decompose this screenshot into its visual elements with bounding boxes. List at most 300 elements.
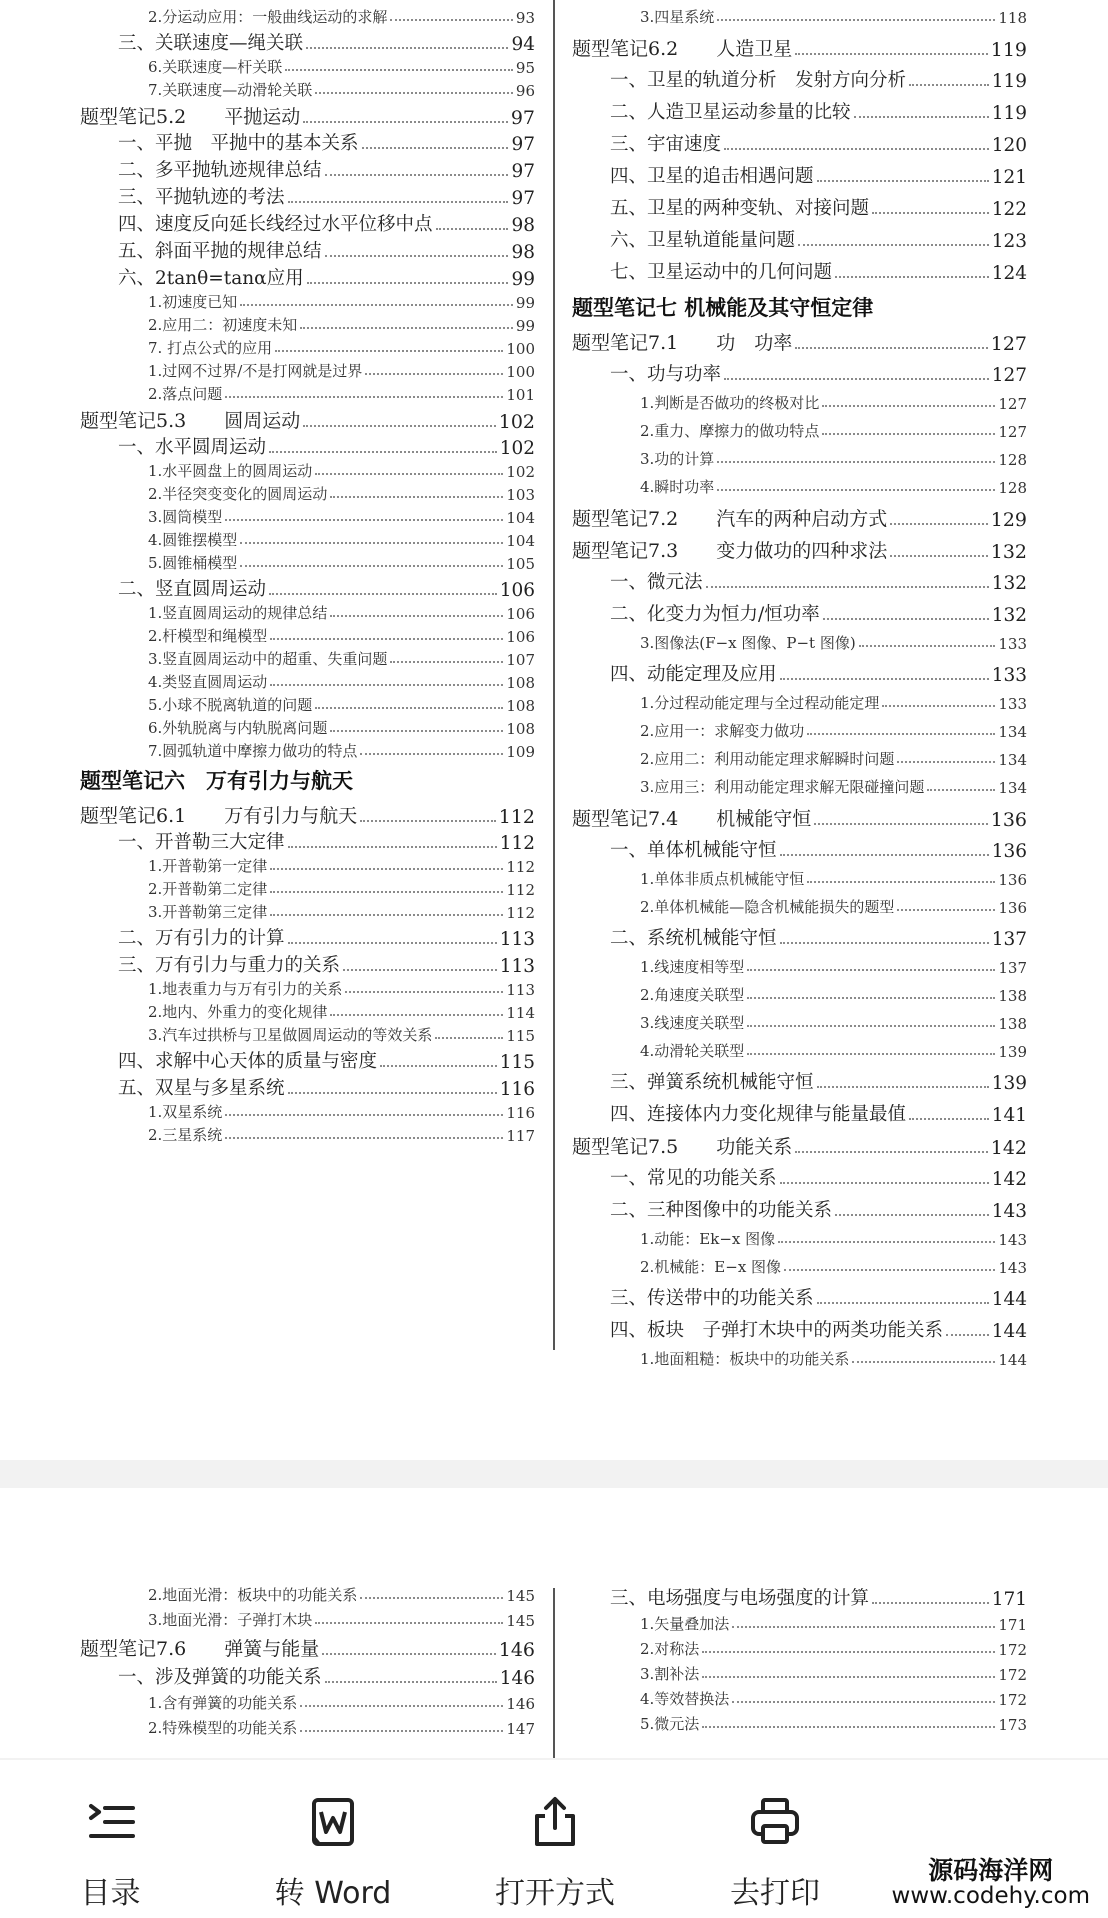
toc-leader-dots (747, 997, 995, 999)
toc-entry-title: 2.三星系统 (148, 1126, 223, 1144)
toc-entry (80, 801, 535, 828)
toc-entry-title: 五、双星与多星系统 (118, 1078, 285, 1099)
toc-entry (118, 433, 535, 459)
toc-entry (148, 360, 535, 381)
toc-entry (148, 1692, 535, 1713)
toc-leader-dots (303, 121, 508, 123)
toc-entry-page: 101 (506, 386, 535, 404)
toc-leader-dots (269, 593, 497, 595)
toc-entry (610, 924, 1027, 950)
print-button[interactable] (720, 1760, 830, 1918)
toc-entry-title: 四、速度反向延长线经过水平位移中点 (118, 214, 433, 235)
toc-right-column (572, 1488, 1027, 1758)
toc-leader-dots (732, 1626, 995, 1628)
toc-entry-title: 一、涉及弹簧的功能关系 (118, 1667, 322, 1688)
toc-entry-page: 143 (998, 1231, 1027, 1249)
printer-icon (747, 1794, 803, 1850)
toc-leader-dots (807, 733, 995, 735)
toc-entry-title: 题型笔记7.2 汽车的两种启动方式 (572, 508, 888, 530)
toc-entry (640, 1713, 1027, 1734)
toc-entry-page: 134 (998, 779, 1027, 797)
toc-leader-dots (822, 405, 995, 407)
toc-entry-title: 3.线速度关联型 (640, 1014, 745, 1032)
toc-leader-dots (345, 991, 503, 993)
toc-entry (118, 264, 535, 290)
toc-entry (640, 448, 1027, 469)
toc-entry-title: 4.类竖直圆周运动 (148, 673, 268, 691)
toc-entry-page: 173 (998, 1716, 1027, 1734)
toc-entry-title: 1.单体非质点机械能守恒 (640, 870, 805, 888)
toc-entry (640, 984, 1027, 1005)
toc-entry (640, 1040, 1027, 1061)
toc-entry-page: 116 (499, 1079, 535, 1100)
toc-entry-page: 127 (990, 333, 1027, 355)
toc-entry-title: 3.汽车过拱桥与卫星做圆周运动的等效关系 (148, 1026, 433, 1044)
toc-entry (572, 1132, 1027, 1159)
site-watermark (892, 1858, 1090, 1908)
toc-entry-page: 100 (506, 363, 535, 381)
toc-left-column (80, 1488, 535, 1758)
toc-entry-title: 三、传送带中的功能关系 (610, 1288, 814, 1309)
toc-leader-dots (435, 1037, 503, 1039)
toc-entry-title: 五、卫星的两种变轨、对接问题 (610, 198, 870, 219)
toc-leader-dots (780, 854, 989, 856)
toc-entry-title: 1.分过程动能定理与全过程动能定理 (640, 694, 880, 712)
toc-leader-dots (315, 92, 513, 94)
toc-entry-page: 108 (506, 697, 535, 715)
toc-entry (640, 420, 1027, 441)
toc-entry-page: 142 (990, 1137, 1027, 1159)
toc-entry-page: 144 (998, 1351, 1027, 1369)
toc-leader-dots (330, 1014, 503, 1016)
toc-leader-dots (270, 891, 503, 893)
print-label: 去打印 (730, 1876, 820, 1911)
toc-entry (148, 901, 535, 922)
toc-entry (610, 1068, 1027, 1094)
toc-entry-title: 题型笔记7.4 机械能守恒 (572, 808, 812, 830)
toc-entry (148, 1609, 535, 1630)
toc-entry (640, 1613, 1027, 1634)
toc-entry-title: 1.线速度相等型 (640, 958, 745, 976)
toc-entry-page: 144 (991, 1289, 1027, 1310)
toc-entry-page: 120 (991, 135, 1027, 156)
toc-entry-title: 一、开普勒三大定律 (118, 832, 285, 853)
toc-entry-page: 133 (998, 635, 1027, 653)
toc-entry-page: 137 (991, 929, 1027, 950)
toc-entry-title: 7.圆弧轨道中摩擦力做功的特点 (148, 742, 358, 760)
toc-leader-dots (303, 425, 496, 427)
toc-entry-title: 题型笔记7.5 功能关系 (572, 1136, 793, 1158)
toc-leader-dots (360, 1597, 503, 1599)
toc-entry (640, 476, 1027, 497)
toc-leader-dots (817, 180, 989, 182)
toc-entry-page: 112 (498, 806, 535, 828)
toc-entry (572, 504, 1027, 531)
toc-entry (640, 896, 1027, 917)
toc-leader-dots (330, 730, 503, 732)
toc-leader-dots (780, 1182, 989, 1184)
toc-entry-page: 132 (990, 541, 1027, 563)
toc-entry (148, 552, 535, 573)
toc-entry (640, 1348, 1027, 1369)
toc-leader-dots (732, 1701, 995, 1703)
toc-leader-dots (909, 1118, 989, 1120)
toc-entry-page: 102 (498, 411, 535, 433)
toc-leader-dots (872, 212, 989, 214)
toc-entry (640, 1663, 1027, 1684)
toc-leader-dots (909, 84, 989, 86)
toc-leader-dots (275, 350, 503, 352)
toc-leader-dots (859, 645, 996, 647)
toc-entry-page: 144 (991, 1321, 1027, 1342)
toc-leader-dots (288, 201, 509, 203)
toc-entry-title: 3.竖直圆周运动中的超重、失重问题 (148, 650, 388, 668)
toc-entry-title: 六、卫星轨道能量问题 (610, 230, 796, 251)
toc-entry-page: 103 (506, 486, 535, 504)
toc-entry-title: 3.功的计算 (640, 450, 715, 468)
toc-entry (118, 1663, 535, 1689)
toc-entry-page: 100 (506, 340, 535, 358)
toc-leader-dots (288, 1092, 497, 1094)
toc-leader-dots (390, 661, 503, 663)
toc-leader-dots (852, 1361, 995, 1363)
toc-entry (118, 210, 535, 236)
toc-leader-dots (436, 228, 509, 230)
toc-entry-page: 127 (991, 365, 1027, 386)
toc-entry-title: 题型笔记5.2 平抛运动 (80, 106, 301, 128)
toc-entry-title: 3.应用三：利用动能定理求解无限碰撞问题 (640, 778, 925, 796)
toc-entry-page: 99 (515, 317, 535, 335)
toc-entry (610, 836, 1027, 862)
toc-entry-title: 7. 打点公式的应用 (148, 339, 273, 357)
toc-entry-page: 136 (998, 899, 1027, 917)
toc-entry (148, 6, 535, 27)
toc-entry-title: 一、卫星的轨道分析 发射方向分析 (610, 70, 907, 91)
convert-word-label: 转 Word (274, 1876, 392, 1911)
toc-entry-page: 116 (506, 1104, 535, 1122)
toc-entry-page: 112 (506, 881, 535, 899)
toc-leader-dots (798, 244, 989, 246)
toc-entry-title: 一、功与功率 (610, 364, 722, 385)
toc-entry-title: 1.地表重力与万有引力的关系 (148, 980, 343, 998)
toc-entry-page: 172 (998, 1641, 1027, 1659)
toc-entry-page: 142 (991, 1169, 1027, 1190)
toc-entry-page: 136 (991, 841, 1027, 862)
toc-leader-dots (814, 823, 988, 825)
toc-entry-page: 119 (990, 39, 1027, 61)
toc-entry-title: 2.半径突变变化的圆周运动 (148, 485, 328, 503)
toc-leader-dots (300, 327, 513, 329)
toc-entry (610, 1196, 1027, 1222)
toc-leader-dots (270, 684, 503, 686)
toc-entry-page: 128 (998, 451, 1027, 469)
toc-entry-page: 112 (506, 858, 535, 876)
toc-entry-title: 四、卫星的追击相遇问题 (610, 166, 814, 187)
toc-entry-page: 171 (991, 1589, 1027, 1610)
toc-left-column (80, 0, 535, 1460)
toc-leader-dots (315, 473, 503, 475)
toc-entry (640, 1228, 1027, 1249)
toc-entry-page: 115 (506, 1027, 535, 1045)
toc-leader-dots (946, 1334, 989, 1336)
toc-entry (148, 625, 535, 646)
toc-entry-page: 105 (506, 555, 535, 573)
toc-entry-page: 117 (506, 1127, 535, 1145)
toc-entry (118, 237, 535, 263)
toc-entry (610, 1164, 1027, 1190)
toc-entry-title: 一、微元法 (610, 572, 703, 593)
toc-entry-title: 1.过网不过界/不是打网就是过界 (148, 362, 363, 380)
toc-leader-dots (330, 615, 503, 617)
open-with-label: 打开方式 (495, 1876, 615, 1911)
toc-entry (640, 632, 1027, 653)
toc-leader-dots (380, 1065, 497, 1067)
toc-leader-dots (897, 909, 995, 911)
toc-entry-page: 114 (506, 1004, 535, 1022)
toc-entry (148, 1124, 535, 1145)
toc-entry-page: 99 (515, 294, 535, 312)
toc-leader-dots (325, 174, 509, 176)
toc-entry (148, 483, 535, 504)
toc-entry-page: 97 (511, 161, 535, 182)
toc-entry-title: 四、连接体内力变化规律与能量最值 (610, 1104, 907, 1125)
toc-entry (80, 406, 535, 433)
toc-leader-dots (225, 1137, 503, 1139)
toc-entry (148, 314, 535, 335)
toc-entry-title: 3.开普勒第三定律 (148, 903, 268, 921)
toc-entry-title: 二、竖直圆周运动 (118, 579, 267, 600)
toc-entry-title: 1.判断是否做功的终极对比 (640, 394, 820, 412)
toc-entry-page: 104 (506, 509, 535, 527)
toc-entry-title: 三、万有引力与重力的关系 (118, 955, 341, 976)
toc-entry (640, 868, 1027, 889)
toc-entry (148, 1101, 535, 1122)
toc-entry-page: 145 (506, 1612, 535, 1630)
toc-entry-page: 102 (506, 463, 535, 481)
toc-entry-page: 113 (499, 956, 535, 977)
toc-entry-page: 119 (991, 103, 1027, 124)
toc-entry (148, 855, 535, 876)
toc-leader-dots (362, 147, 509, 149)
toc-entry-page: 136 (990, 809, 1027, 831)
toc-leader-dots (778, 1241, 995, 1243)
toc-entry-page: 119 (991, 71, 1027, 92)
toc-entry-title: 2.对称法 (640, 1640, 700, 1658)
toc-leader-dots (890, 523, 988, 525)
toc-entry-page: 127 (998, 423, 1027, 441)
toc-leader-dots (795, 347, 988, 349)
toc-entry-title: 1.初速度已知 (148, 293, 238, 311)
toc-leader-dots (780, 678, 989, 680)
toc-leader-dots (724, 148, 989, 150)
toc-entry-title: 四、求解中心天体的质量与密度 (118, 1051, 378, 1072)
toc-entry (610, 360, 1027, 386)
toc-entry-page: 123 (991, 231, 1027, 252)
toc-entry-title: 4.等效替换法 (640, 1690, 730, 1708)
toc-entry-title: 6.关联速度—杆关联 (148, 58, 283, 76)
toc-entry (118, 1047, 535, 1073)
column-divider (553, 0, 555, 1350)
word-convert-icon (305, 1794, 361, 1850)
toc-entry-title: 二、人造卫星运动参量的比较 (610, 102, 851, 123)
toc-entry-page: 138 (998, 1015, 1027, 1033)
toc-entry-title: 二、多平抛轨迹规律总结 (118, 160, 322, 181)
toc-entry (640, 748, 1027, 769)
toc-leader-dots (835, 276, 989, 278)
toc-entry (148, 79, 535, 100)
toc-leader-dots (882, 705, 995, 707)
toc-entry-title: 6.外轨脱离与内轨脱离问题 (148, 719, 328, 737)
toc-leader-dots (365, 373, 503, 375)
toc-leader-dots (300, 1730, 503, 1732)
toc-list-icon (83, 1794, 139, 1850)
toc-entry (640, 1256, 1027, 1277)
toc-entry-page: 143 (991, 1201, 1027, 1222)
toc-leader-dots (854, 116, 989, 118)
toc-entry (118, 29, 535, 55)
toc-entry (148, 383, 535, 404)
toc-entry-title: 5.圆锥桶模型 (148, 554, 238, 572)
toc-leader-dots (360, 820, 496, 822)
toc-entry (148, 1001, 535, 1022)
toc-leader-dots (240, 542, 503, 544)
toc-entry-title: 7.关联速度—动滑轮关联 (148, 81, 313, 99)
toc-entry-title: 三、关联速度—绳关联 (118, 33, 304, 54)
toc-leader-dots (717, 461, 995, 463)
toc-leader-dots (747, 1025, 995, 1027)
toc-entry-title: 2.应用二：初速度未知 (148, 316, 298, 334)
toc-entry-page: 94 (511, 34, 535, 55)
toc-entry (610, 162, 1027, 188)
toc-entry (610, 66, 1027, 92)
toc-entry-page: 172 (998, 1691, 1027, 1709)
toc-leader-dots (300, 1705, 503, 1707)
toc-entry-title: 4.瞬时功率 (640, 478, 715, 496)
toc-entry-title: 题型笔记7.1 功 功率 (572, 332, 793, 354)
toc-leader-dots (306, 47, 508, 49)
toc-entry-title: 1.水平圆盘上的圆周运动 (148, 462, 313, 480)
toc-entry-page: 121 (991, 167, 1027, 188)
toc-entry-title: 题型笔记7.3 变力做功的四种求法 (572, 540, 888, 562)
toc-entry-page: 97 (510, 107, 535, 129)
toc-entry-page: 113 (506, 981, 535, 999)
toc-entry-title: 二、系统机械能守恒 (610, 928, 777, 949)
toc-leader-dots (807, 881, 995, 883)
toc-entry (148, 506, 535, 527)
toc-entry-page: 106 (506, 628, 535, 646)
toc-entry-page: 108 (506, 674, 535, 692)
toc-leader-dots (747, 969, 995, 971)
toc-entry (610, 98, 1027, 124)
toc-leader-dots (717, 489, 995, 491)
toc-entry-page: 138 (998, 987, 1027, 1005)
toc-entry-page: 112 (499, 833, 535, 854)
toc-entry-title: 一、水平圆周运动 (118, 437, 267, 458)
toc-entry (148, 56, 535, 77)
toc-leader-dots (795, 53, 988, 55)
toc-entry (610, 130, 1027, 156)
toc-leader-dots (702, 1651, 995, 1653)
toc-leader-dots (225, 519, 503, 521)
toc-entry-page: 146 (498, 1639, 535, 1661)
toc-leader-dots (325, 255, 509, 257)
toc-entry (148, 1024, 535, 1045)
toc-entry-title: 五、斜面平抛的规律总结 (118, 241, 322, 262)
toc-entry-page: 124 (991, 263, 1027, 284)
toc-entry-title: 2.地面光滑：板块中的功能关系 (148, 1586, 358, 1604)
toc-entry-page: 143 (998, 1259, 1027, 1277)
toc-entry (148, 694, 535, 715)
toc-entry-title: 3.地面光滑：子弹打木块 (148, 1611, 313, 1629)
toc-entry (148, 878, 535, 899)
toc-entry-page: 93 (515, 9, 535, 27)
toc-leader-dots (330, 496, 503, 498)
toc-entry (640, 392, 1027, 413)
toc-entry-page: 122 (991, 199, 1027, 220)
toc-entry-page: 104 (506, 532, 535, 550)
toc-entry-page: 146 (499, 1668, 535, 1689)
toc-entry (118, 828, 535, 854)
toc-entry-page: 107 (506, 651, 535, 669)
toc-entry (118, 951, 535, 977)
toc-entry-page: 108 (506, 720, 535, 738)
toc-entry-page: 97 (511, 188, 535, 209)
toc-entry (640, 720, 1027, 741)
toc-entry-page: 139 (991, 1073, 1027, 1094)
toc-entry-page: 99 (511, 269, 535, 290)
toc-entry-title: 1.含有弹簧的功能关系 (148, 1694, 298, 1712)
toc-leader-dots (717, 19, 995, 21)
toc-entry-title: 题型笔记7.6 弹簧与能量 (80, 1638, 320, 1660)
toc-entry-title: 三、电场强度与电场强度的计算 (610, 1588, 870, 1609)
toc-entry-title: 2.机械能：E−x 图像 (640, 1258, 782, 1276)
chapter-heading: 题型笔记六 万有引力与航天 (80, 769, 353, 793)
toc-entry (118, 924, 535, 950)
toc-entry-title: 1.地面粗糙：板块中的功能关系 (640, 1350, 850, 1368)
toc-entry-page: 128 (998, 479, 1027, 497)
toc-entry (610, 568, 1027, 594)
toc-entry-title: 1.矢量叠加法 (640, 1615, 730, 1633)
toc-entry-page: 98 (511, 242, 535, 263)
toc-entry-page: 146 (506, 1695, 535, 1713)
toc-entry (610, 258, 1027, 284)
toc-entry (572, 328, 1027, 355)
toc-entry-title: 三、弹簧系统机械能守恒 (610, 1072, 814, 1093)
column-divider (553, 1588, 555, 1758)
toc-entry-title: 2.杆模型和绳模型 (148, 627, 268, 645)
toc-entry-title: 题型笔记6.1 万有引力与航天 (80, 805, 358, 827)
open-with-button[interactable] (490, 1760, 620, 1918)
toc-entry (148, 717, 535, 738)
toc-entry-title: 一、平抛 平抛中的基本关系 (118, 133, 359, 154)
toc-leader-dots (724, 378, 989, 380)
toc-entry-title: 1.开普勒第一定律 (148, 857, 268, 875)
toc-entry (148, 1584, 535, 1605)
toc-leader-dots (322, 1653, 496, 1655)
toc-entry-title: 2.单体机械能—隐含机械能损失的题型 (640, 898, 895, 916)
toc-entry-title: 二、万有引力的计算 (118, 928, 285, 949)
toc-leader-dots (784, 1269, 995, 1271)
toc-leader-dots (269, 451, 497, 453)
toc-leader-dots (872, 1602, 989, 1604)
toc-entry (118, 1074, 535, 1100)
toc-button[interactable] (68, 1760, 153, 1918)
toc-entry (118, 156, 535, 182)
convert-word-button[interactable] (268, 1760, 398, 1918)
watermark-line1: 源码海洋网 (928, 1856, 1054, 1885)
toc-entry-page: 127 (998, 395, 1027, 413)
toc-entry-title: 3.圆筒模型 (148, 508, 223, 526)
